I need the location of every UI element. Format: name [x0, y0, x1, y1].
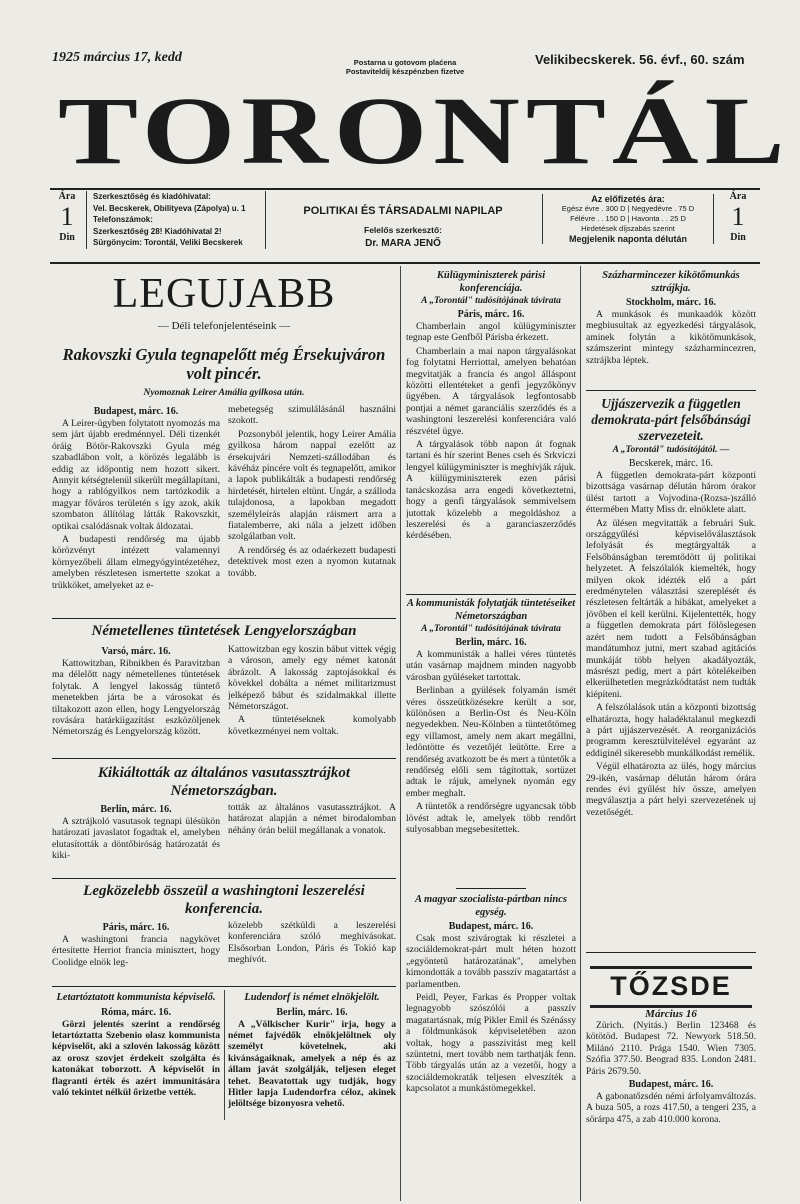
rakovszki-column-1: [52, 404, 220, 628]
price-label: Ára: [58, 191, 76, 202]
szozharmin-dateline: Stockholm, márc. 16.: [625, 297, 717, 308]
article-paragraph: A kommunisták a hallei véres tüntetés után vasárnap majdnem minden nagyobb városban gyüléseket tartottak.: [406, 649, 576, 683]
ludendorf-headline: Ludendorf is német elnökjelölt.: [244, 992, 380, 1003]
subscription-box: [542, 194, 714, 244]
price-box-right: [720, 191, 756, 243]
tozsde-banner: [590, 966, 752, 1008]
legujabb-title: LEGUJABB: [112, 271, 336, 317]
price-label: Ára: [729, 191, 747, 202]
szozharmin-article: [586, 270, 756, 386]
postal-note: [330, 58, 480, 76]
article-paragraph: Chamberlain a mai napon tárgyalásokat fog folytatni Herriottal, amelyen behatóan megvitatják a francia és angol álláspont közötti ellentéteket a genfi jegyzőkönyv ügyében. A tárgyalások legfontosabb pontjai a német garanciális szerződés és a washingtoni leszerelési konferenciára való részvétel ügye.: [406, 345, 576, 437]
article-paragraph: A rendőrség és az odaérkezett budapesti detektívek most ezen a nyomon kutatnak tovább.: [228, 544, 396, 579]
ujjaszervezik-subhead: A „Torontál" tudósítójától. —: [612, 445, 730, 455]
article-paragraph: A budapesti rendőrség ma újabb körözvényt intézett valamennyi környezőbeli állam elmegyógyintézetéhez, amelyben részletesen ismertette szokat a trükköket, amelyeket az e-: [52, 534, 220, 591]
postal-line: Postaviteldij készpénzben fizetve: [345, 67, 465, 76]
kommunistak-headline: A kommunisták folytatják tüntetéseiket Németországban: [406, 598, 576, 622]
nemetellenes-dateline: Varsó, márc. 16.: [101, 646, 171, 657]
ludendorf-article: [228, 992, 396, 1120]
subscription-title: Az előfizetés ára:: [591, 194, 665, 204]
article-divider: [586, 952, 756, 953]
newspaper-title: TORONTÁL: [58, 77, 791, 184]
article-paragraph: A tüntetéseknek komolyabb következményei nem voltak.: [228, 714, 396, 737]
office-line: Sürgönycim: Torontál, Veliki Becskerek: [93, 238, 243, 247]
postal-line: Postarna u gotovom plaćena: [353, 58, 457, 67]
daily-note: Megjelenik naponta délután: [568, 234, 687, 244]
legkozelebb-headline: Legközelebb összeül a washingtoni leszerelési konferencia.: [83, 883, 365, 917]
issue-number: Velikibecskerek. 56. évf., 60. szám: [535, 52, 745, 67]
legujabb-subtitle: — Déli telefonjelentéseink —: [157, 320, 291, 332]
letartoztatott-dateline: Róma, márc. 16.: [100, 1006, 172, 1018]
rakovszki-headline: Rakovszki Gyula tegnapelőtt még Érsekujváron volt pincér.: [62, 345, 386, 383]
szocialista-headline: A magyar szocialista-pártban nincs egység.: [415, 894, 567, 918]
rakovszki-column-2: [228, 404, 396, 628]
legujabb-section: [52, 270, 396, 332]
nemetellenes-headline: Németellenes tüntetések Lengyelországban: [91, 623, 357, 639]
article-paragraph: A tárgyalások több napon át fognak tartani és hír szerint Benes cseh és Srkviczi lengyel külügyminiszter is meghívják rájuk. A külügyminiszterek ezen párisi tanácskozása arra engedi következtetni, hogy a genfi tárgyalások semmivelsem jutottak közelebb a megoldáshoz a leszerelési és a garanciaszerződés kérdésében.: [406, 439, 576, 542]
office-line: Vel. Becskerek, Obilityeva (Zápolya) u. 1: [93, 203, 246, 213]
letartoztatott-article: [52, 992, 220, 1120]
nemetellenes-column-1: [52, 644, 220, 754]
szozharmin-headline: Százharmincezer kikötőmunkás sztrájkja.: [602, 270, 740, 294]
kikialtottak-dateline: Berlin, márc. 16.: [100, 804, 172, 815]
editor-name: Dr. MARA JENŐ: [365, 238, 441, 249]
issue-date: 1925 március 17, kedd: [52, 50, 182, 65]
letartoztatott-headline: Letartóztatott kommunista képviselő.: [56, 992, 216, 1003]
ludendorf-dateline: Berlin, márc. 16.: [276, 1006, 348, 1018]
tozsde-article: [586, 1008, 756, 1200]
szocialista-dateline: Budapest, márc. 16.: [448, 921, 534, 932]
kikialtottak-headline: Kikiáltották az általános vasutassztrájkot Németországban.: [97, 765, 351, 799]
office-line: Telefonszámok:: [93, 215, 153, 224]
article-paragraph: Kattowitzban egy koszin bábut vittek végig a városon, amely egy német katonát ábrázolt. A lakosság zaptojásokkal és kövekkel dobálta a német militarizmust jelképező bábut és szidalmakkal illette Németországot.: [228, 644, 396, 713]
legkozelebb-column-1: [52, 920, 220, 986]
tozsde-title: TŐZSDE: [610, 971, 732, 1001]
article-paragraph: Csak most szivárogtak ki részletei a szociáldemokrat-párt mult héten hozott „egyöntetű határozatának", amelyben kimondották a tovább passzív magatartást a parlamentben.: [406, 933, 576, 990]
office-line: Szerkesztőség és kiadóhivatal:: [93, 192, 211, 201]
article-paragraph: mebetegség szimulálásánál használni szokott.: [228, 404, 396, 427]
kulugy-headline: Külügyminiszterek párisi konferenciája.: [436, 270, 546, 294]
article-paragraph: közelebb szétküldi a leszerelési konferenciára szóló meghívásokat. Elsősorban London, Páris és Tokió kap meghívót.: [228, 920, 396, 966]
kulugy-article: [406, 270, 576, 592]
legkozelebb-column-2: [228, 920, 396, 986]
editor-label: Felelős szerkesztő:: [364, 225, 442, 235]
article-paragraph: Görzi jelentés szerint a rendőrség letartóztatta Szebenio olasz kommunista képviselőt, aki a szlovén lakosság között az orosz szovjet érdekeit szolgálta és katonákat toborzott. A képviselőt in flagranti érték és azért immunitására való tekintet nélkül őrizetbe vették.: [52, 1018, 220, 1098]
price-box-left: [52, 191, 82, 243]
article-paragraph: Peidl, Peyer, Farkas és Propper voltak legnagyobb szószólói a passzív magatartásnak, míg Pikler Emil és Szénássy a földmunkások képviseletében azon voltak, hogy a passzivitást meg kell szüntetni, mert tovább nem tarthatják fenn. Több tárgyalás után az a vezetői, hogy a szociáldemokraták teljesen elveszíték a kapcsolatot a munkástömegekkel.: [406, 992, 576, 1095]
ujjaszervezik-headline: Ujjászervezik a független demokrata-párt felsőbánsági szervezeteit.: [591, 396, 751, 443]
rakovszki-dateline: Budapest, márc. 16.: [93, 406, 179, 417]
column-divider: [400, 266, 401, 1201]
nemetellenes-column-2: [228, 644, 396, 754]
price-value: 1: [731, 202, 745, 231]
article-paragraph: Pozsonyból jelentik, hogy Leirer Amália gyilkosa három nappal ezelőtt az érsekujvári Nemzeti-szállodában és kávéház pincére volt és tegnapelőtt, amikor a lapok publikálták a budapesti rendőrség hirdetését, hirtelen eltünt. Ungár, a szálloda tulajdonosa, a lapokban megadott személyleírás alapján ráismert arra a fiatalemberre, aki nála a jelzett időben szolgálatban volt.: [228, 428, 396, 543]
subscription-row: Egész évre . 300 D | Negyedévre . 75 D: [561, 204, 695, 213]
kommunistak-dateline: Berlin, márc. 16.: [455, 637, 527, 648]
tozsde-budapest-title: Budapest, márc. 16.: [628, 1079, 714, 1091]
kulugy-dateline: Páris, márc. 16.: [457, 309, 525, 320]
subscription-row: Félévre . . 150 D | Havonta . . 25 D: [570, 214, 686, 223]
column-divider: [224, 990, 225, 1120]
article-paragraph: Berlinban a gyülések folyamán ismét véres összeütközésekre került a sor, különösen a Berlin-Ost és Neu-Köln negyedekben. Neu-Kölnben a tüntetőtömeg egy villamost, amely nem akart megállni, ledöntötte és vezetőjét leütötte. Erre a rendőrség avatkozott be és mert a tüntetők a rendőrség előli sem tágítottak, sortüzet adtak le rájuk, amelynek nyomán egy ember meghalt.: [406, 685, 576, 799]
article-paragraph: A felszólalások után a központi bizottság elhatározta, hogy haladéktalanul megkezdi a párt ujjászervezését. A reorganizációs programm keresztülvitelével egyaránt az eddiginél sikeresebb munkálkodást remélik.: [586, 702, 756, 759]
ujjaszervezik-article: [586, 396, 756, 950]
price-unit: Din: [730, 232, 746, 243]
article-paragraph: A munkások és munkaadók között megbiusultak az egyezkedési tárgyalások, aminek folytán a kikötőmunkások, számszerint mintegy százharmincezren, sztrájkba léptek.: [586, 309, 756, 366]
office-line: Szerkesztőség 28! Kiadóhivatal 2!: [93, 226, 222, 236]
newspaper-subtitle: POLITIKAI ÉS TÁRSADALMI NAPILAP: [303, 205, 503, 217]
article-paragraph: A washingtoni francia nagykövet értesítette Herriot francia minisztert, hogy Coolidge elnök leg-: [52, 934, 220, 968]
article-paragraph: Kattowitzban, Ribnikben és Paravitzban ma délelőtt nagy németellenes tüntetések folytak. A lengyel lakosság tüntető menetekben járta be a városokat és tiltakozott azon ellen, hogy Lengyelország rovására határkiigazítást eszközöljenek Németország és Lengyelország között.: [52, 658, 220, 738]
ujjaszervezik-dateline: Becskerek, márc. 16.: [628, 458, 714, 469]
article-paragraph: Az ülésen megvitatták a februári Suk. országgyűlési képviselőválasztások lefolyását és megtárgyalták a Felsőbánságban teremtődött új politikai helyzetet. A felszólalók kiemelték, hogy milyen okok idézték elő a párt eredménytelen választási szereplését és részletesen feltárták a hibákat, amelyeket a jövőben el kell kerülni. Kijelentették, hogy a független demokrata párt fölöslegesen azért nem tudott a Felsőbánságban mandátumhoz jutni, mert szabad agitációs munkáját több helyen akadályozták, másrészt pedig, mert a párt kötelékeiben elkerülhetetlen megrázkódtatást nem tudták kiépíteni.: [586, 517, 756, 700]
legkozelebb-dateline: Páris, márc. 16.: [102, 922, 170, 933]
article-divider: [586, 390, 756, 391]
price-unit: Din: [59, 232, 75, 243]
article-paragraph: Zürich. (Nyitás.) Berlin 123468 és kötötöd. Budapest 72. Newyork 518.50. Milánó 2110. Prága 1540. Wien 7305. Szófia 377.50. Beograd 835. London 2481. Páris 2679.50.: [586, 1020, 756, 1077]
office-box: [86, 191, 266, 249]
article-paragraph: A sztrájkoló vasutasok tegnapi ülésükön határozati javaslatot fogadtak el, amelyben elutasították a döntőbiróság határozatát és kiki-: [52, 816, 220, 862]
article-divider: [52, 986, 396, 987]
article-paragraph: Chamberlain angol külügyminiszter tegnap este Genfből Párisba érkezett.: [406, 321, 576, 344]
article-paragraph: A „Völkischer Kurir" irja, hogy a német fajvédők elnökjelöltnek oly személyt követelnek, aki kivánságaiknak, amelyek a nép és az állam javát szolgálják, teljesen eleget tehet. Beavatottak ugy tudják, hogy Hitler lapja Ludendorfra céloz, akinek jelöltsége bizonyosra vehető.: [228, 1018, 396, 1110]
masthead-rule: [50, 188, 760, 190]
szocialista-article: [406, 894, 576, 1200]
subscription-note: Hirdetések díjszabás szerint: [581, 224, 675, 233]
article-paragraph: Végül elhatározta az ülés, hogy március 29-ikén, vasárnap délután három órára rendes évi gyűlést hív össze, amelyen megválasztja a párt helyi szervezetének uj vezetőségét.: [586, 761, 756, 818]
article-divider: [52, 878, 396, 879]
kikialtottak-column-2: [228, 802, 396, 878]
article-paragraph: tották az általános vasutassztrájkot. A határozat alapján a német birodalomban néhány órán belül megállanak a vonatok.: [228, 802, 396, 836]
article-paragraph: A független demokrata-párt központi bizottsága vasárnap délután három órakor ülést tartott a Vojvodina-(Rozsa-)szálló éttermében Matty Miss dr. elnöklete alatt.: [586, 470, 756, 516]
article-paragraph: A tüntetők a rendőrségre ugyancsak több lövést adtak le, amelyek több rendőrt sulyosabban megsebesítettek.: [406, 801, 576, 836]
article-divider: [52, 758, 396, 759]
article-divider: [52, 618, 396, 619]
kulugy-subhead: A „Torontál" tudósítójának távirata: [421, 296, 561, 306]
kikialtottak-column-1: [52, 802, 220, 878]
tozsde-date: Március 16: [645, 1008, 697, 1020]
article-paragraph: A gabonatőzsdén némi árfolyamváltozás. A buza 505, a rozs 417.50, a tengeri 235, a sörárpa 475, a zab 410.000 korona.: [586, 1091, 756, 1125]
price-value: 1: [60, 202, 74, 231]
article-divider: [456, 888, 526, 889]
article-divider: [406, 594, 576, 595]
masthead-bottom-rule: [50, 262, 760, 264]
rakovszki-subhead: Nyomoznak Leirer Amália gyilkosa után.: [143, 388, 305, 398]
kommunistak-subhead: A „Torontál" tudósítójának távirata: [421, 624, 561, 634]
column-divider: [580, 266, 581, 1201]
kommunistak-article: [406, 598, 576, 886]
article-paragraph: A Leirer-ügyben folytatott nyomozás ma sem járt újabb eredménnyel. Déli tizenkét óráig Bötör-Rakovszki Gyula még szabadlábon volt, a körözés legalább is eddig az időpontig nem hozott sikert. Annyit kétségtelenül sikerült megállapítani, hogy a rablógyilkos nem tartózkodik a magyar főváros területén s így azok, akik szombaton állítólag látták Rakovszkit, optikai csalódásnak voltak áldozatai.: [52, 418, 220, 532]
